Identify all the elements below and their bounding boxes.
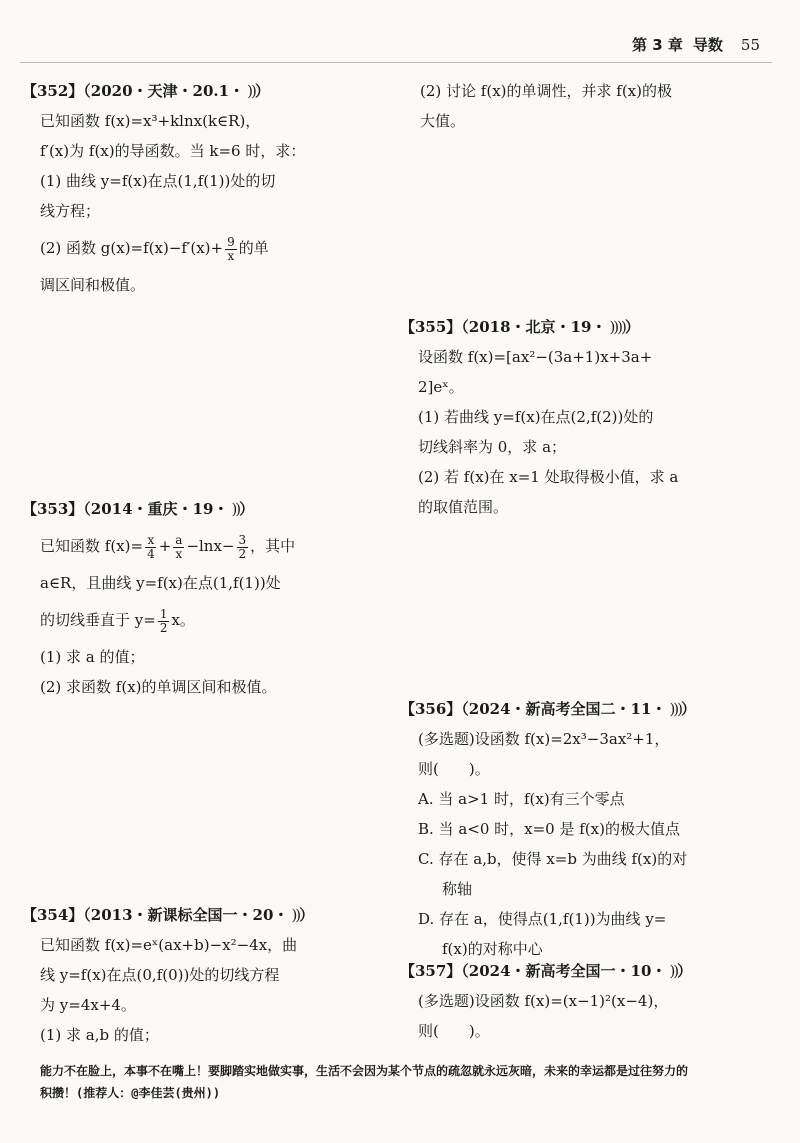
- difficulty-icon: ))): [669, 700, 681, 718]
- problem-357: [400, 956, 785, 1046]
- problem-355: [400, 312, 780, 522]
- page-header: [632, 34, 760, 55]
- option-d: D. 存在 a，使得点(1,f(1))为曲线 y=: [418, 910, 667, 928]
- difficulty-icon: )): [669, 962, 678, 980]
- problem-body: 设函数 f(x)=[ax²−(3a+1)x+3a+ 2]eˣ。 (1) 若曲线 y=f(x)在点(2,f(2))处的 切线斜率为 0，求 a； (2) 若 f(x)在 x=1 处取得极小值，求 a 的取值范围。: [418, 348, 679, 516]
- problem-title: 【357】（2024・新高考全国一・10・ ))）: [400, 962, 693, 980]
- problem-body: 已知函数 f(x)=x³+klnx(k∈R)， f′(x)为 f(x)的导函数。当 k=6 时，求： (1) 曲线 y=f(x)在点(1,f(1))处的切 线方程； (2) 函数 g(x)=f(x)−f′(x)+ $\frac{9}{x}$ 的单 调区间和极值。: [40, 112, 306, 294]
- fraction: $\frac{9}{x}$: [227, 234, 235, 263]
- problem-body: (多选题)设函数 f(x)=2x³−3ax²+1， 则( )。 A. 当 a>1 时，f(x)有三个零点 B. 当 a<0 时，x=0 是 f(x)的极大值点 C. 存在 a,b，使得 x=b 为曲线 f(x)的对 称轴 D. 存在 a，使得点(1,f(1))为曲线 y= f(x)的对称中心: [400, 724, 785, 964]
- problem-356: [400, 694, 785, 964]
- problem-body: 已知函数 f(x)=eˣ(ax+b)−x²−4x，曲 线 y=f(x)在点(0,f(0))处的切线方程 为 y=4x+4。 (1) 求 a,b 的值；: [40, 936, 298, 1044]
- problem-title: 【355】（2018・北京・19・ ))))）: [400, 318, 640, 336]
- page-number: 55: [740, 36, 760, 54]
- problem-353: [22, 494, 392, 702]
- problem-352: [22, 76, 382, 300]
- difficulty-icon: )): [231, 500, 240, 518]
- option-b: B. 当 a<0 时，x=0 是 f(x)的极大值点: [418, 820, 680, 838]
- footer-quote: 能力不在脸上，本事不在嘴上！要脚踏实地做实事，生活不会因为某个节点的疏忽就永远灰暗，未来的幸运都是过往努力的 积攒！(推荐人：@李佳芸(贵州)): [40, 1064, 689, 1100]
- difficulty-icon: )): [291, 906, 300, 924]
- option-c: C. 存在 a,b，使得 x=b 为曲线 f(x)的对: [418, 850, 688, 868]
- problem-title: 【354】（2013・新课标全国一・20・ ))）: [22, 906, 315, 924]
- difficulty-icon: )): [247, 82, 255, 100]
- problem-title: 【352】（2020・天津・20.1・ ))）: [22, 82, 270, 100]
- problem-title: 【356】（2024・新高考全国二・11・ )))）: [400, 700, 697, 718]
- option-a: A. 当 a>1 时，f(x)有三个零点: [418, 790, 625, 808]
- chapter-label: 第 3 章: [632, 36, 683, 54]
- problem-title: 【353】（2014・重庆・19・ ))）: [22, 500, 255, 518]
- difficulty-icon: )))): [609, 318, 625, 336]
- problem-body: 已知函数 f(x)= $\frac{x}{4}$ + $\frac{a}{x}$ −lnx− $\frac{3}{2}$ ，其中 a∈R，且曲线 y=f(x)在点(1,f(1))处 的切线垂直于 y= $\frac{1}{2}$ x。 (1) 求 a 的值； (2) 求函数 f(x)的单调区间和极值。: [40, 532, 296, 696]
- header-divider: [20, 62, 772, 63]
- problem-354: [22, 900, 392, 1050]
- problem-body: (多选题)设函数 f(x)=(x−1)²(x−4)， 则( )。: [418, 992, 669, 1040]
- problem-352-continued: (2) 讨论 f(x)的单调性，并求 f(x)的极 大值。: [420, 82, 672, 130]
- topic-label: 导数: [692, 36, 723, 54]
